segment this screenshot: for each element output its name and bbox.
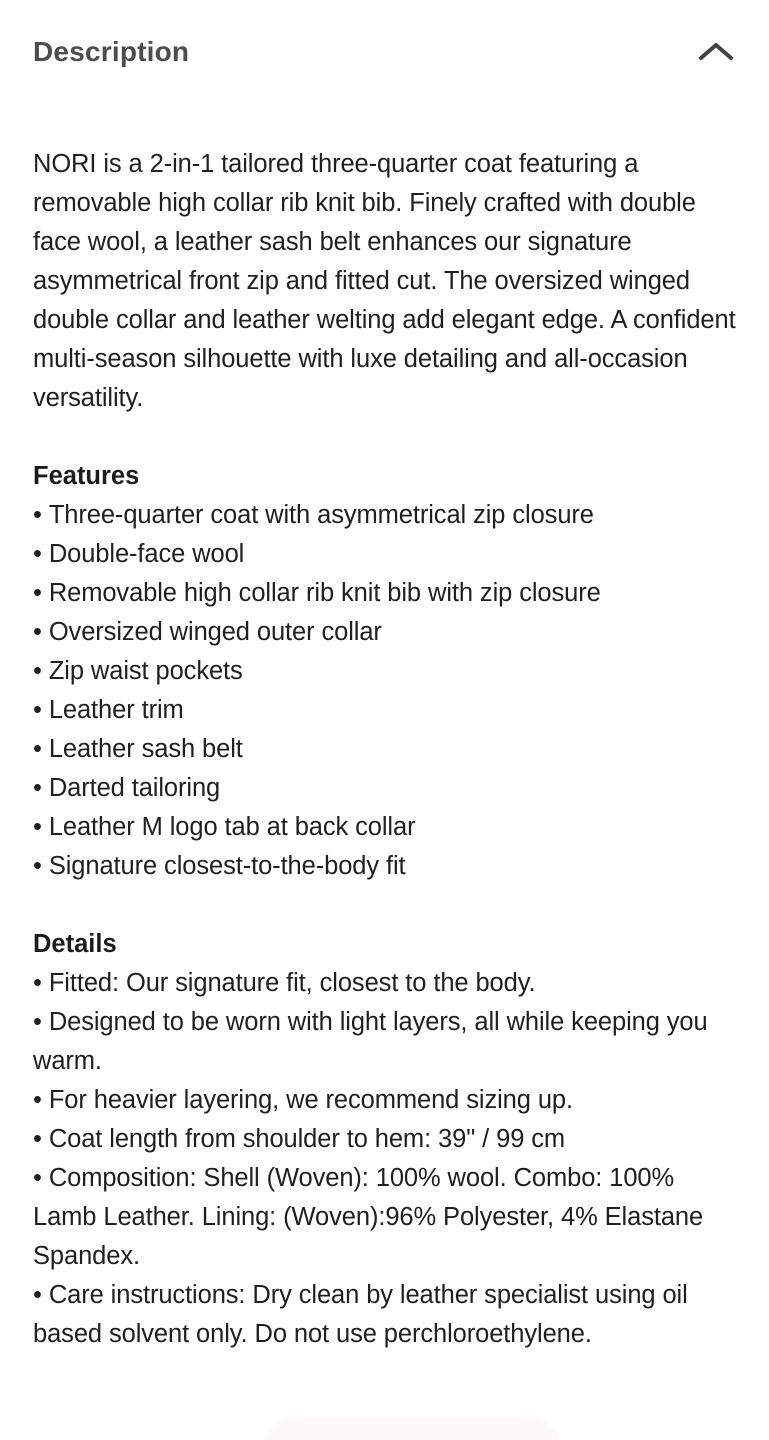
chevron-up-icon <box>698 41 734 63</box>
feature-item: • Double-face wool <box>33 535 736 574</box>
feature-item: • Zip waist pockets <box>33 652 736 691</box>
feature-item: • Signature closest-to-the-body fit <box>33 847 736 886</box>
detail-item: • Composition: Shell (Woven): 100% wool. Combo: 100% Lamb Leather. Lining: (Woven):96% Polyester, 4% Elastane Spandex. <box>33 1159 736 1276</box>
detail-item: • Fitted: Our signature fit, closest to the body. <box>33 964 736 1003</box>
details-heading: Details <box>33 930 117 958</box>
detail-item: • For heavier layering, we recommend sizing up. <box>33 1081 736 1120</box>
detail-item: • Coat length from shoulder to hem: 39" / 99 cm <box>33 1120 736 1159</box>
next-element-peek <box>262 1416 562 1440</box>
detail-item: • Care instructions: Dry clean by leather specialist using oil based solvent only. Do not use perchloroethylene. <box>33 1276 736 1354</box>
collapse-section-button[interactable] <box>696 37 736 67</box>
features-heading: Features <box>33 462 140 490</box>
features-list <box>33 496 736 886</box>
details-list <box>33 964 736 1354</box>
product-description-paragraph: NORI is a 2-in-1 tailored three-quarter coat featuring a removable high collar rib knit bib. Finely crafted with double face wool, a leather sash belt enhances our signature asymmetrical front zip and fitted cut. The oversized winged double collar and leather welting add elegant edge. A confident multi-season silhouette with luxe detailing and all-occasion versatility. <box>33 150 736 412</box>
description-accordion-header[interactable] <box>33 36 736 68</box>
feature-item: • Oversized winged outer collar <box>33 613 736 652</box>
feature-item: • Leather trim <box>33 691 736 730</box>
feature-item: • Leather sash belt <box>33 730 736 769</box>
feature-item: • Removable high collar rib knit bib with zip closure <box>33 574 736 613</box>
feature-item: • Darted tailoring <box>33 769 736 808</box>
detail-item: • Designed to be worn with light layers, all while keeping you warm. <box>33 1003 736 1081</box>
feature-item: • Leather M logo tab at back collar <box>33 808 736 847</box>
section-title: Description <box>33 36 190 67</box>
feature-item: • Three-quarter coat with asymmetrical zip closure <box>33 496 736 535</box>
